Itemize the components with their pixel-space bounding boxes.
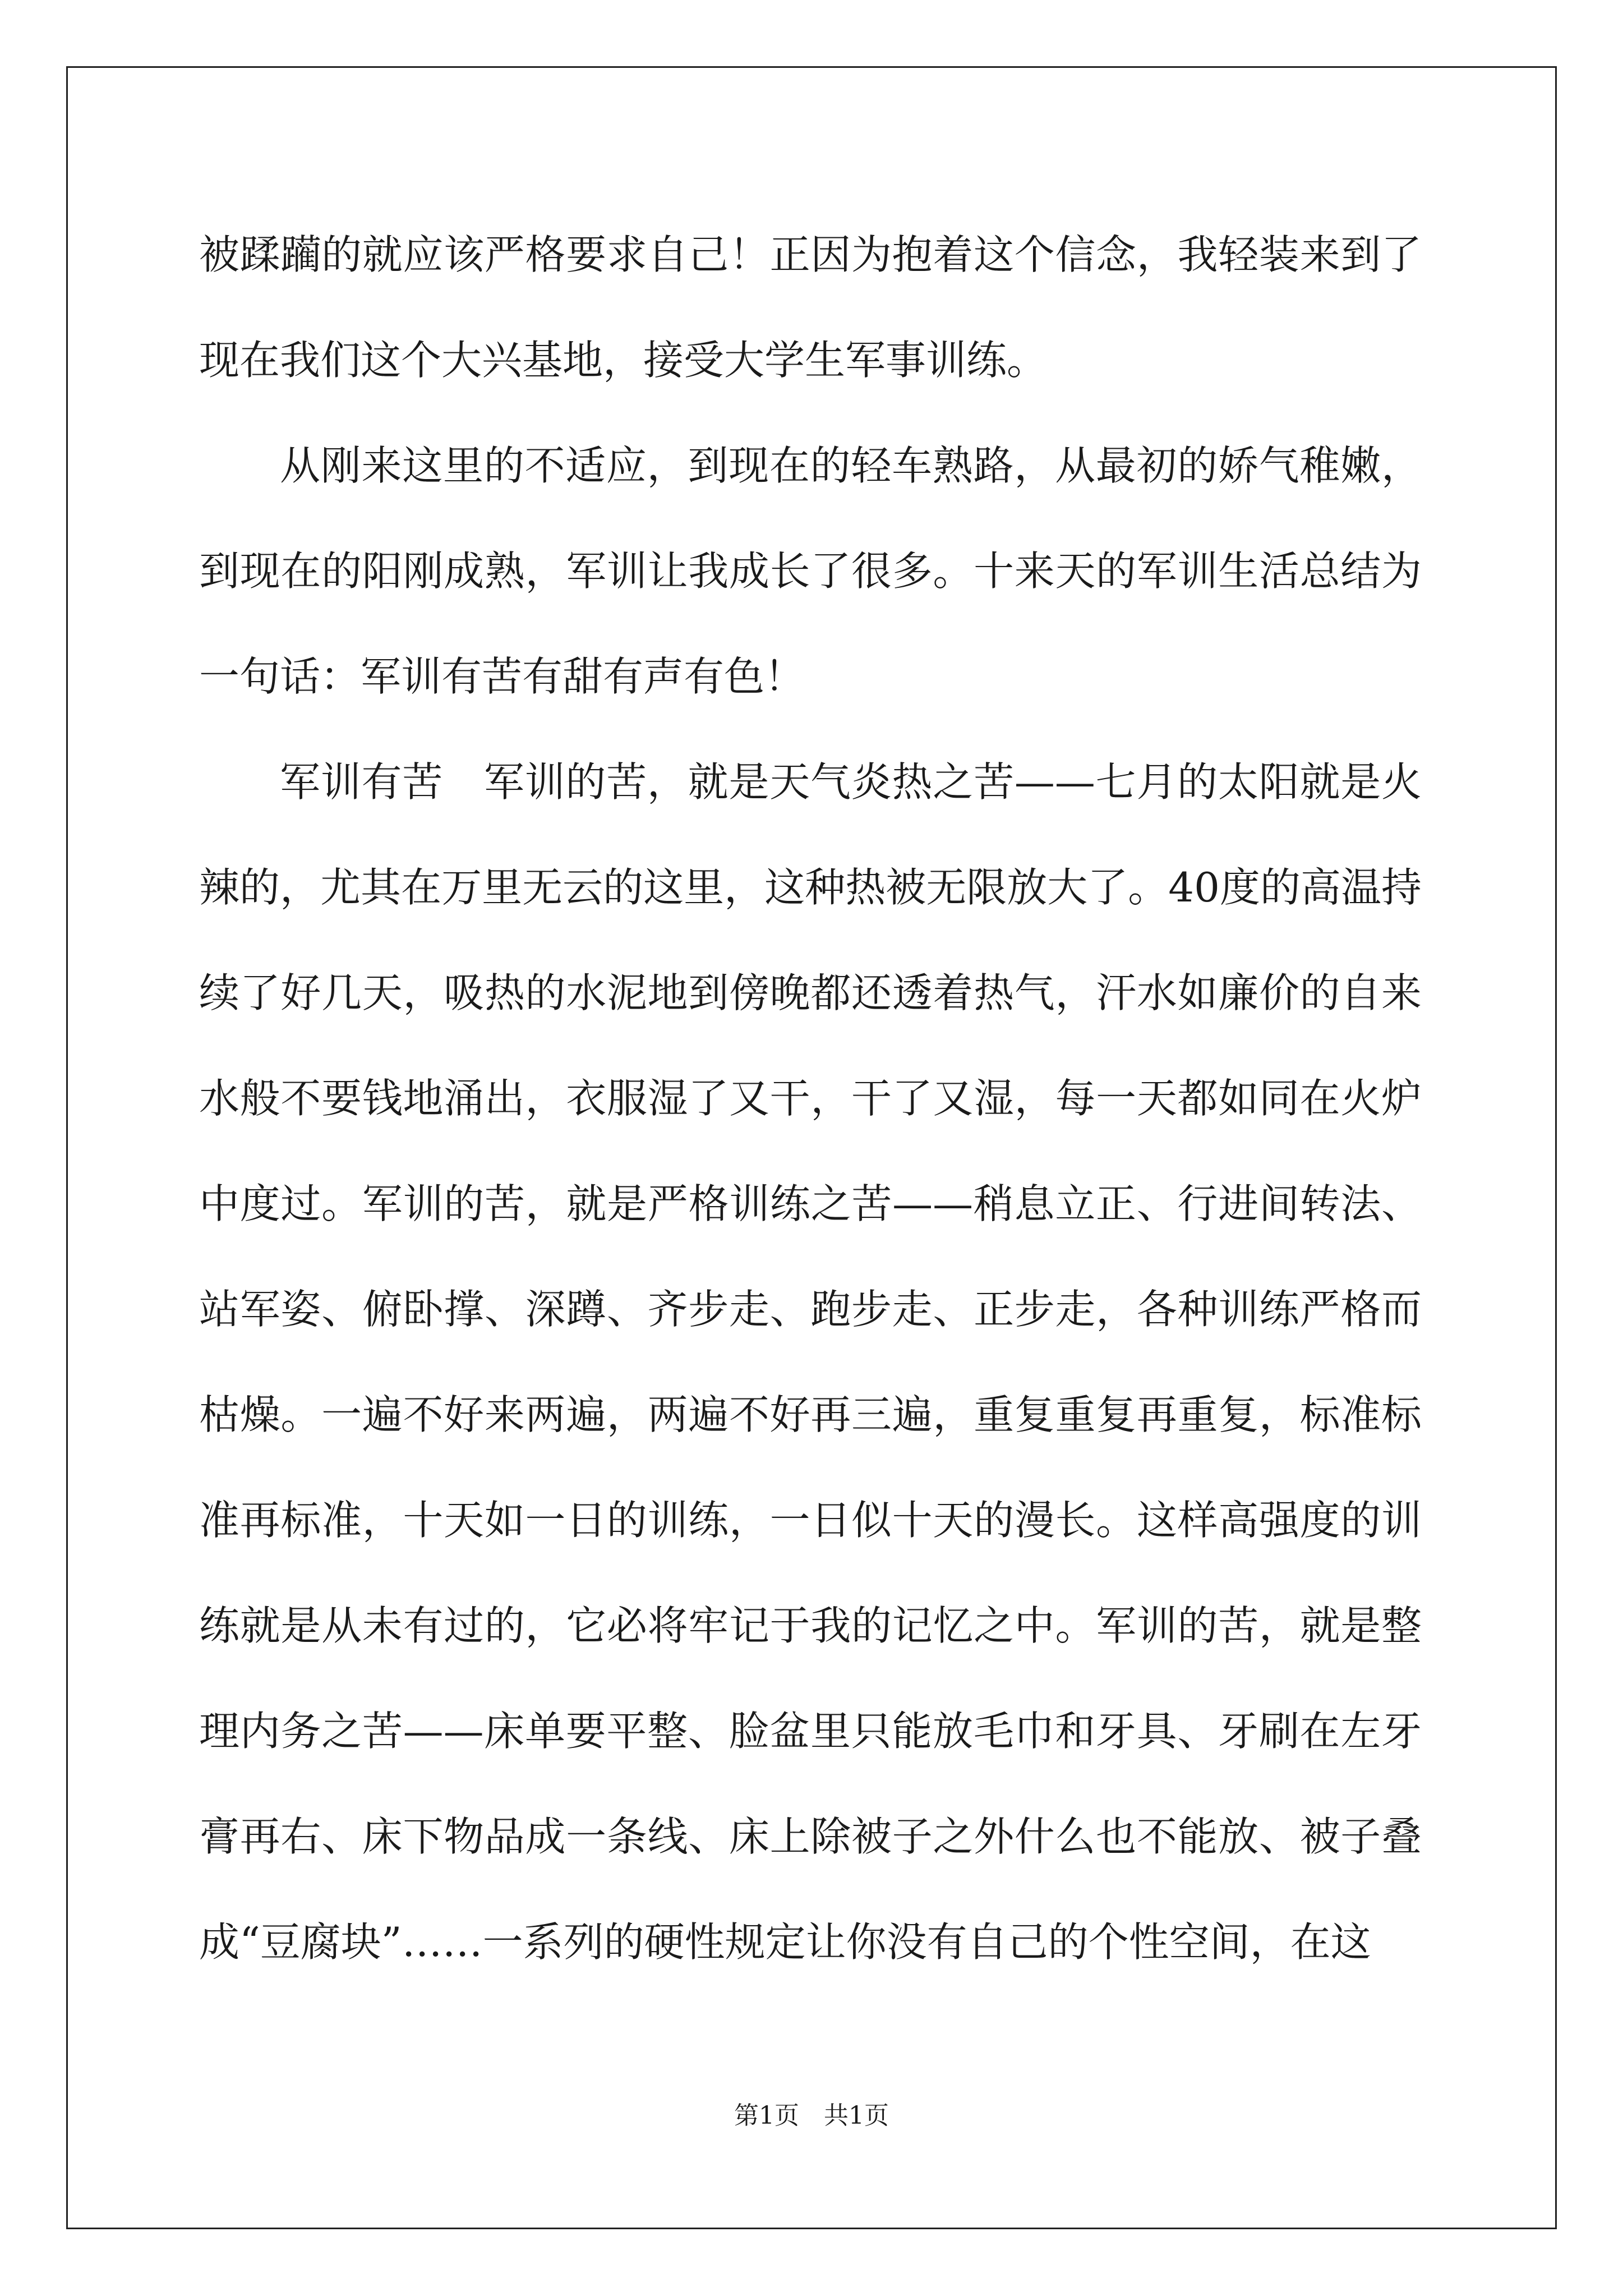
page-footer: 第1页 共1页: [734, 2101, 889, 2130]
paragraph-1: 被蹂躏的就应该严格要求自己！正因为抱着这个信念，我轻装来到了现在我们这个大兴基地，接受大学生军事训练。: [199, 231, 1422, 384]
paragraph-3: 军训有苦 军训的苦，就是天气炎热之苦——七月的太阳就是火辣的，尤其在万里无云的这里，这种热被无限放大了。40度的高温持续了好几天，吸热的水泥地到傍晚都还透着热气，汗水如廉价的自来水般不要钱地涌出，衣服湿了又干，干了又湿，每一天都如同在火炉中度过。军训的苦，就是严格训练之苦——稍息立正、行进间转法、站军姿、俯卧撑、深蹲、齐步走、跑步走、正步走，各种训练严格而枯燥。一遍不好来两遍，两遍不好再三遍，重复重复再重复，标准标准再标准，十天如一日的训练，一日似十天的漫长。这样高强度的训练就是从未有过的，它必将牢记于我的记忆之中。军训的苦，就是整理内务之苦——床单要平整、脸盆里只能放毛巾和牙具、牙刷在左牙膏再右、床下物品成一条线、床上除被子之外什么也不能放、被子叠成“豆腐块”……一系列的硬性规定让你没有自己的个性空间，在这: [199, 758, 1422, 1966]
paragraph-2: 从刚来这里的不适应，到现在的轻车熟路，从最初的娇气稚嫩，到现在的阳刚成熟，军训让我成长了很多。十来天的军训生活总结为一句话：军训有苦有甜有声有色！: [199, 442, 1422, 700]
document-body: [199, 202, 1422, 1995]
